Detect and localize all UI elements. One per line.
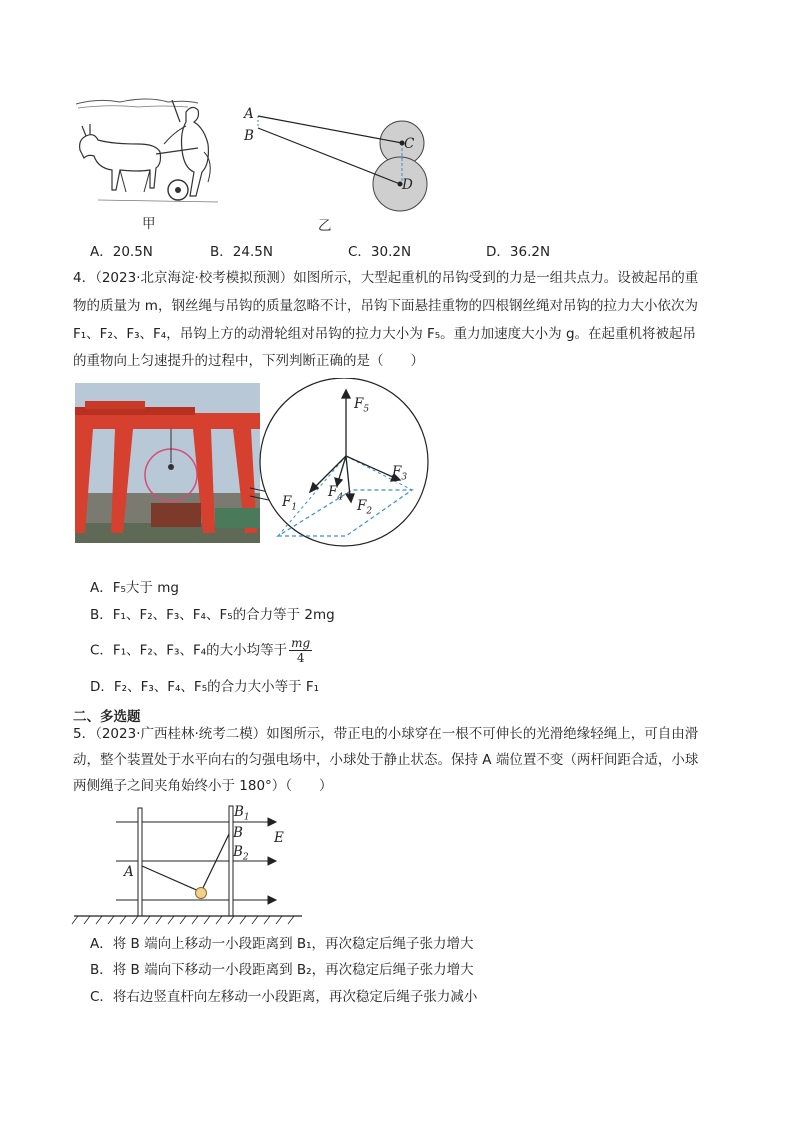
force-label-f2: $F_2$	[357, 498, 373, 517]
label-a: A	[124, 864, 134, 880]
q3-option-a[interactable]: A．20.5N	[90, 244, 153, 260]
force-diagram	[250, 378, 435, 548]
q4-option-d[interactable]: D．F₂、F₃、F₄、F₅的合力大小等于 F₁	[90, 679, 320, 695]
q3-option-d[interactable]: D．36.2N	[486, 244, 551, 260]
fraction-mg-over-4: $\frac{mg}{4}$	[291, 636, 311, 665]
q4-stem-line4: 的重物向上匀速提升的过程中，下列判断正确的是（ ）	[73, 353, 424, 369]
pulley-diagram	[236, 98, 436, 216]
label-e: E	[274, 830, 284, 846]
q4-option-b[interactable]: B．F₁、F₂、F₃、F₄、F₅的合力等于 2mg	[90, 607, 335, 623]
q5-stem-line1: 5．（2023·广西桂林·统考二模）如图所示，带正电的小球穿在一根不可伸长的光滑绝缘轻绳上，可自由滑	[73, 726, 699, 742]
force-label-f3: $F_3$	[392, 464, 408, 483]
q5-stem-line3: 两侧绳子之间夹角始终小于 180°）（ ）	[73, 778, 333, 794]
figure-jia	[68, 92, 228, 217]
figure-jia-label: 甲	[142, 216, 156, 232]
label-b: B	[233, 825, 243, 841]
q5-stem-line2: 动，整个装置处于水平向右的匀强电场中，小球处于静止状态。保持 A 端位置不变（两杆间距合适，小球	[73, 752, 699, 768]
q5-option-c[interactable]: C．将右边竖直杆向左移动一小段距离，再次稳定后绳子张力减小	[90, 989, 478, 1005]
q4-option-c[interactable]	[90, 636, 312, 665]
q4-option-c-text: C．F₁、F₂、F₃、F₄的大小均等于	[90, 642, 288, 659]
q3-option-b[interactable]: B．24.5N	[210, 244, 273, 260]
figure-yi	[236, 98, 436, 216]
q4-option-a[interactable]: A．F₅大于 mg	[90, 580, 179, 596]
point-b-label: B	[244, 128, 254, 144]
q3-option-c[interactable]: C．30.2N	[348, 244, 412, 260]
label-b1: $B_1$	[234, 804, 250, 823]
force-label-f1: $F_1$	[282, 494, 298, 513]
force-label-f5: $F_5$	[354, 396, 370, 415]
point-d-label: D	[402, 177, 413, 193]
point-c-label: C	[404, 136, 415, 152]
crane-photo	[75, 383, 260, 543]
q5-option-a[interactable]: A．将 B 端向上移动一小段距离到 B₁，再次稳定后绳子张力增大	[90, 936, 474, 952]
q5-option-b[interactable]: B．将 B 端向下移动一小段距离到 B₂，再次稳定后绳子张力增大	[90, 962, 474, 978]
q4-stem-line3: F₁、F₂、F₃、F₄，吊钩上方的动滑轮组对吊钩的拉力大小为 F₅。重力加速度大小为 g。在起重机将被起吊	[73, 326, 697, 342]
section-title-multi-choice: 二、多选题	[73, 709, 141, 725]
label-b2: $B_2$	[233, 844, 249, 863]
figure-yi-label: 乙	[318, 218, 332, 234]
q4-stem-line2: 物的质量为 m，钢丝绳与吊钩的质量忽略不计，吊钩下面悬挂重物的四根钢丝绳对吊钩的拉力大小依次为	[73, 298, 698, 314]
point-a-label: A	[244, 106, 254, 122]
electric-field-diagram	[70, 800, 310, 925]
force-label-f4: $F_4$	[328, 484, 344, 503]
donkey-cart-illustration	[68, 92, 228, 217]
q4-stem-line1: 4．（2023·北京海淀·校考模拟预测）如图所示，大型起重机的吊钩受到的力是一组共点力。设被起吊的重	[73, 270, 699, 286]
